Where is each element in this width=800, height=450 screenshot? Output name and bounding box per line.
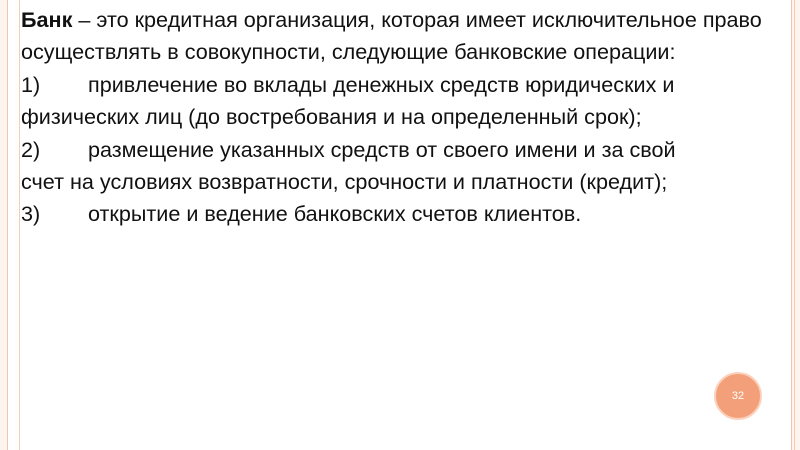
list-item-number: 3) [21, 201, 41, 227]
list-item-text: размещение указанных средств от своего имени и за свой [88, 136, 676, 162]
slide-body [21, 4, 766, 231]
definition-term: Банк [21, 7, 73, 32]
list-item-number: 1) [21, 71, 41, 97]
list-item-text-continued: физических лиц (до востребования и на определенный срок); [21, 104, 642, 130]
list-item [21, 69, 766, 134]
list-item [21, 198, 766, 230]
definition-text: – это кредитная организация, которая имеет исключительное право осуществлять в совокупности, следующие банковские операции: [21, 7, 762, 65]
slide-right-rule [794, 0, 795, 450]
definition-paragraph [21, 4, 766, 69]
page-number-badge: 32 [714, 372, 762, 420]
list-item [21, 134, 766, 199]
list-item-text-continued: счет на условиях возвратности, срочности и платности (кредит); [21, 169, 668, 195]
slide-left-rule [19, 0, 20, 450]
list-item-text: привлечение во вклады денежных средств юридических и [88, 71, 675, 97]
list-item-text: открытие и ведение банковских счетов клиентов. [88, 201, 582, 227]
list-item-number: 2) [21, 136, 41, 162]
